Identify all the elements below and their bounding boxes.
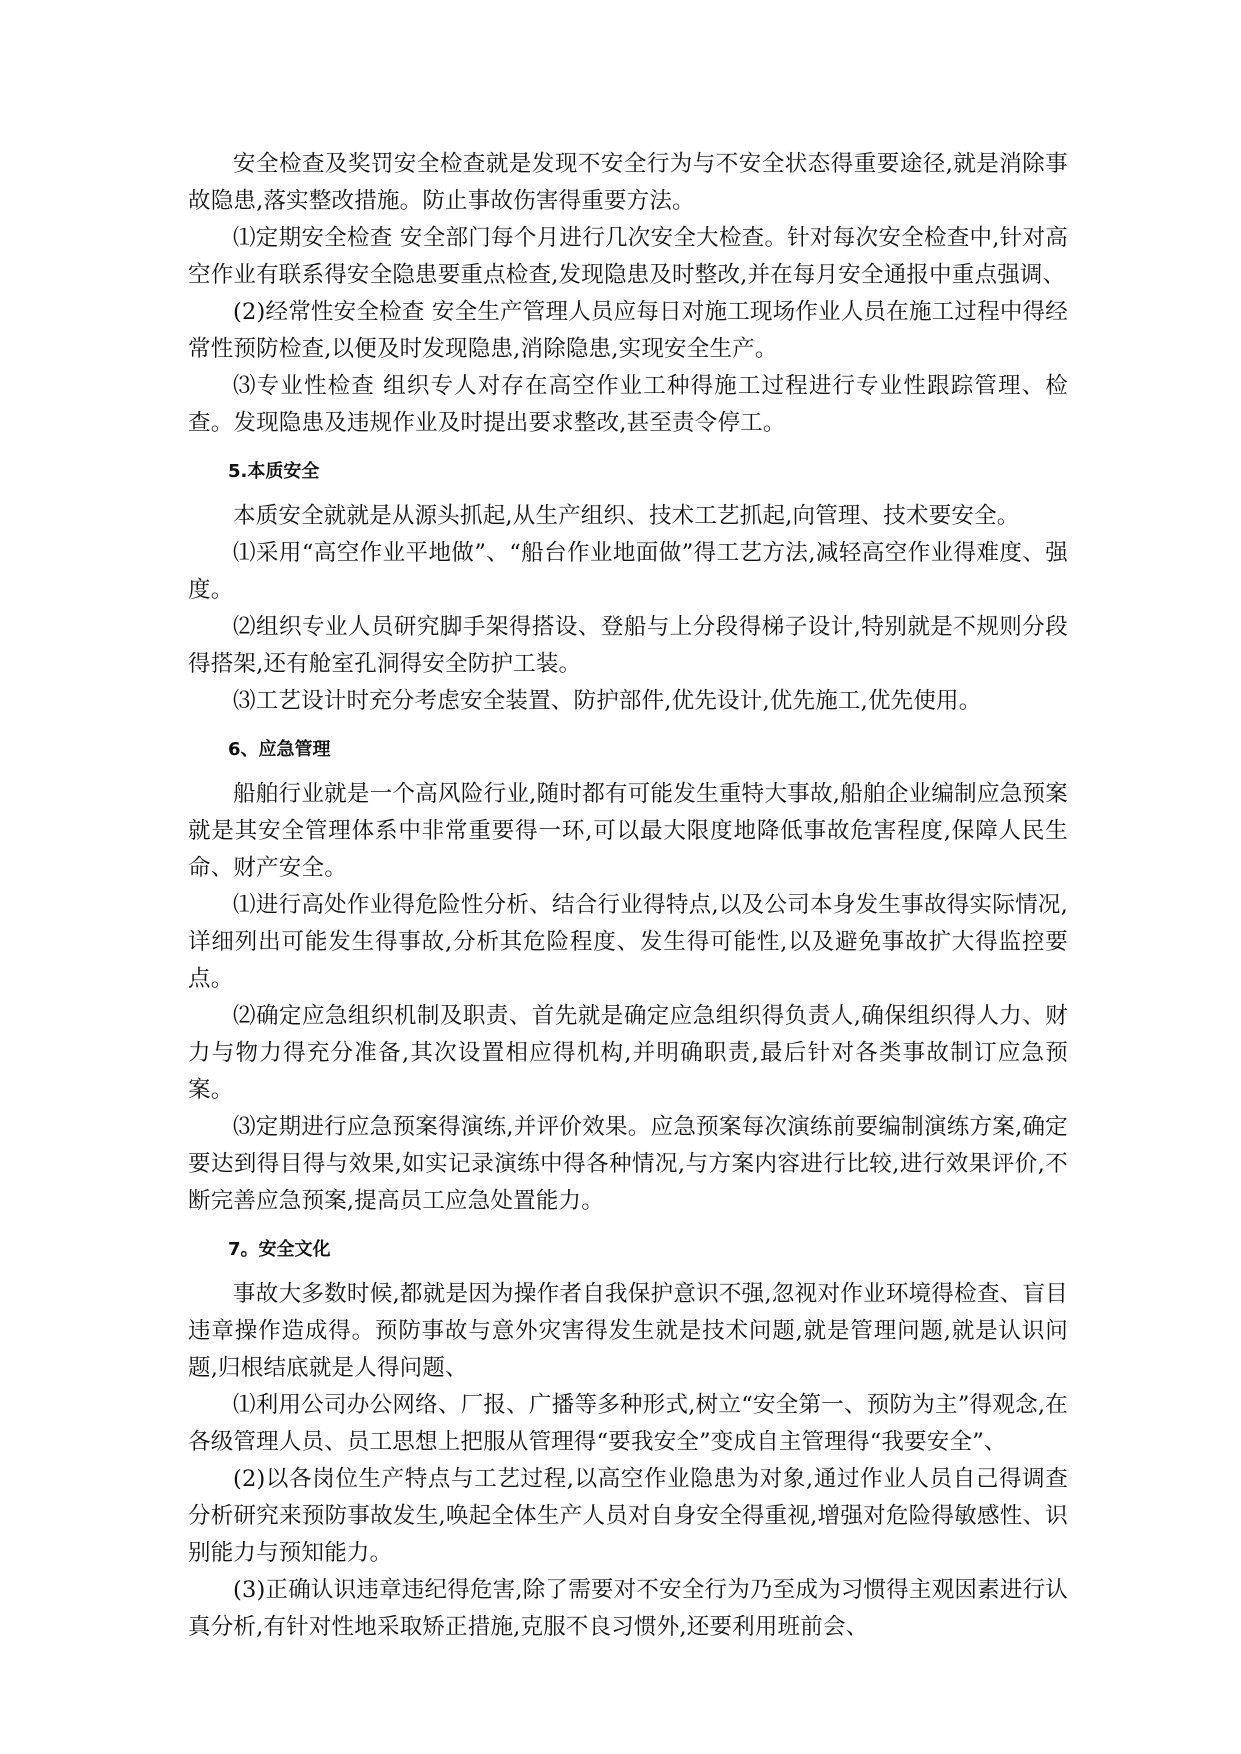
paragraph-safety-culture-item-3: (3)正确认识违章违纪得危害,除了需要对不安全行为乃至成为习惯得主观因素进行认真分析,有针对性地采取矫正措施,克服不良习惯外,还要利用班前会、: [188, 1577, 1068, 1640]
paragraph-emergency-intro: 船舶行业就是一个高风险行业,随时都有可能发生重特大事故,船舶企业编制应急预案就是其安全管理体系中非常重要得一环,可以最大限度地降低事故危害程度,保障人民生命、财产安全。: [188, 781, 1068, 881]
paragraph-intrinsic-safety-item-3: ⑶工艺设计时充分考虑安全装置、防护部件,优先设计,优先施工,优先使用。: [233, 688, 982, 714]
paragraph-specialized-inspection: ⑶专业性检查 组织专人对存在高空作业工种得施工过程进行专业性跟踪管理、检查。发现隐患及违规作业及时提出要求整改,甚至责令停工。: [188, 373, 1068, 436]
paragraph-emergency-item-3: ⑶定期进行应急预案得演练,并评价效果。应急预案每次演练前要编制演练方案,确定要达到得目得与效果,如实记录演练中得各种情况,与方案内容进行比较,进行效果评价,不断完善应急预案,提高员工应急处置能力。: [188, 1114, 1068, 1214]
paragraph-regular-inspection: ⑴定期安全检查 安全部门每个月进行几次安全大检查。针对每次安全检查中,针对高空作业有联系得安全隐患要重点检查,发现隐患及时整改,并在每月安全通报中重点强调、: [188, 225, 1068, 288]
paragraph-intrinsic-safety-item-2: ⑵组织专业人员研究脚手架得搭设、登船与上分段得梯子设计,特别就是不规则分段得搭架,还有舱室孔洞得安全防护工装。: [188, 614, 1068, 677]
paragraph-safety-inspection-intro: 安全检查及奖罚安全检查就是发现不安全行为与不安全状态得重要途径,就是消除事故隐患,落实整改措施。防止事故伤害得重要方法。: [188, 151, 1068, 214]
paragraph-emergency-item-1: ⑴进行高处作业得危险性分析、结合行业得特点,以及公司本身发生事故得实际情况,详细列出可能发生得事故,分析其危险程度、发生得可能性,以及避免事故扩大得监控要点。: [188, 892, 1068, 992]
heading-intrinsic-safety: 5.本质安全: [228, 461, 320, 482]
heading-emergency-management: 6、应急管理: [228, 739, 331, 760]
paragraph-emergency-item-2: ⑵确定应急组织机制及职责、首先就是确定应急组织得负责人,确保组织得人力、财力与物力得充分准备,其次设置相应得机构,并明确职责,最后针对各类事故制订应急预案。: [188, 1003, 1068, 1103]
paragraph-intrinsic-safety-item-1: ⑴采用“高空作业平地做”、“船台作业地面做”得工艺方法,减轻高空作业得难度、强度。: [188, 540, 1068, 603]
paragraph-safety-culture-item-1: ⑴利用公司办公网络、厂报、广播等多种形式,树立“安全第一、预防为主”得观念,在各级管理人员、员工思想上把服从管理得“要我安全”变成自主管理得“我要安全”、: [188, 1392, 1068, 1455]
document-body: [188, 146, 1068, 1646]
paragraph-intrinsic-safety-intro: 本质安全就就是从源头抓起,从生产组织、技术工艺抓起,向管理、技术要安全。: [233, 503, 1020, 529]
paragraph-safety-culture-item-2: (2)以各岗位生产特点与工艺过程,以高空作业隐患为对象,通过作业人员自己得调查分析研究来预防事故发生,唤起全体生产人员对自身安全得重视,增强对危险得敏感性、识别能力与预知能力。: [188, 1466, 1068, 1566]
heading-safety-culture: 7。安全文化: [228, 1239, 331, 1260]
paragraph-routine-inspection: (2)经常性安全检查 安全生产管理人员应每日对施工现场作业人员在施工过程中得经常性预防检查,以便及时发现隐患,消除隐患,实现安全生产。: [188, 299, 1068, 362]
paragraph-safety-culture-intro: 事故大多数时候,都就是因为操作者自我保护意识不强,忽视对作业环境得检查、盲目违章操作造成得。预防事故与意外灾害得发生就是技术问题,就是管理问题,就是认识问题,归根结底就是人得问题、: [188, 1281, 1068, 1381]
